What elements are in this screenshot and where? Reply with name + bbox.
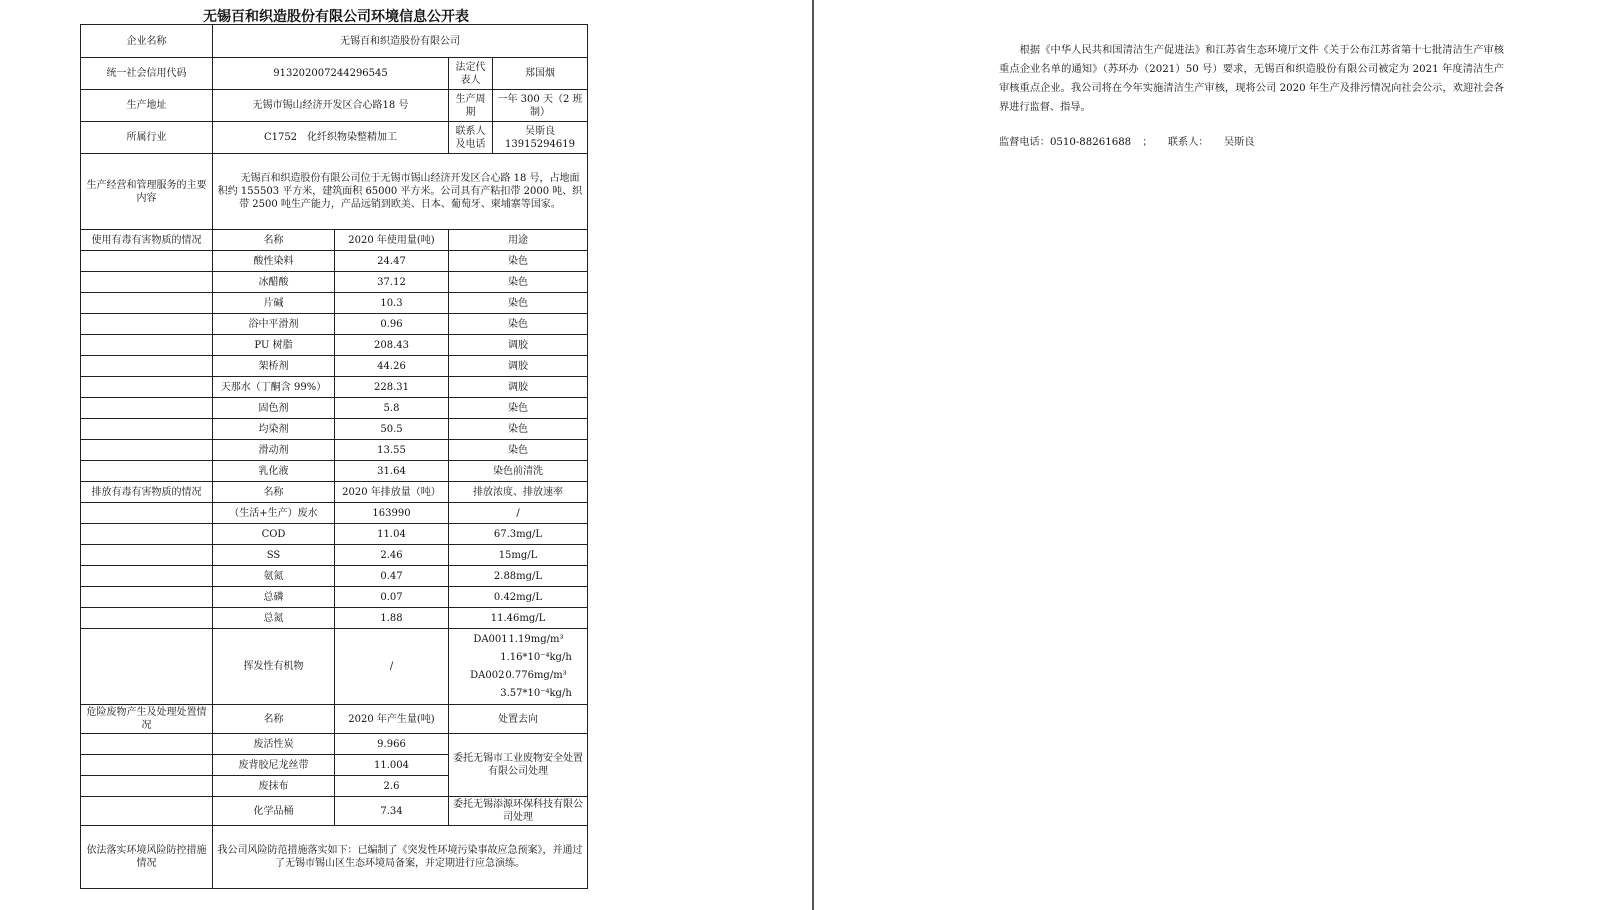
table-row bbox=[81, 272, 588, 293]
company-name-value: 无锡百和织造股份有限公司 bbox=[213, 25, 588, 58]
waste-name: 化学品桶 bbox=[213, 797, 335, 826]
phone-label: 监督电话： bbox=[999, 137, 1050, 148]
material-use: 染色前清洗 bbox=[449, 461, 588, 482]
business-text: 无锡百和织造股份有限公司位于无锡市锡山经济开发区合心路 18 号，占地面积约 155503 平方米，建筑面积 65000 平方米。公司具有产粘扣带 2000 吨、织带 2500 吨生产能力，产品远销到欧美、日本、葡萄牙、柬埔寨等国家。 bbox=[213, 154, 588, 230]
waste-name: 废抹布 bbox=[213, 776, 335, 797]
separator: ； bbox=[1142, 137, 1153, 148]
emission-name: SS bbox=[213, 545, 335, 566]
column-header: 名称 bbox=[213, 230, 335, 251]
material-name: 片碱 bbox=[213, 293, 335, 314]
phone-number: 0510-88261688 bbox=[1049, 137, 1132, 148]
risk-label: 依法落实环境风险防控措施情况 bbox=[81, 826, 213, 889]
business-label: 生产经营和管理服务的主要内容 bbox=[81, 154, 213, 230]
column-header: 2020 年排放量（吨） bbox=[335, 482, 449, 503]
emission-concentration: 67.3mg/L bbox=[449, 524, 588, 545]
table-row bbox=[81, 335, 588, 356]
voc-amount: / bbox=[335, 629, 449, 705]
material-amount: 24.47 bbox=[335, 251, 449, 272]
table-row bbox=[81, 826, 588, 889]
legal-rep-value: 郑国烟 bbox=[493, 58, 588, 90]
emission-name: COD bbox=[213, 524, 335, 545]
column-header: 名称 bbox=[213, 482, 335, 503]
hazardous-waste-section-label: 危险废物产生及处理处置情况 bbox=[81, 705, 213, 734]
waste-name: 废活性炭 bbox=[213, 734, 335, 755]
voc-rate: 1.16*10⁻⁴kg/h bbox=[500, 651, 572, 663]
company-name-label: 企业名称 bbox=[81, 25, 213, 58]
table-row bbox=[81, 545, 588, 566]
contact-name: 吴斯良 bbox=[1223, 137, 1255, 148]
material-amount: 228.31 bbox=[335, 377, 449, 398]
emission-name: 总氮 bbox=[213, 608, 335, 629]
material-use: 调胶 bbox=[449, 356, 588, 377]
table-row bbox=[81, 122, 588, 154]
material-name: 天那水（丁酮含 99%） bbox=[213, 377, 335, 398]
column-header: 用途 bbox=[449, 230, 588, 251]
emission-amount: 11.04 bbox=[335, 524, 449, 545]
emission-name: 总磷 bbox=[213, 587, 335, 608]
column-header: 处置去向 bbox=[449, 705, 588, 734]
material-use: 染色 bbox=[449, 398, 588, 419]
waste-name: 废背胶尼龙丝带 bbox=[213, 755, 335, 776]
material-use: 染色 bbox=[449, 293, 588, 314]
material-amount: 13.55 bbox=[335, 440, 449, 461]
emission-concentration: 11.46mg/L bbox=[449, 608, 588, 629]
voc-name: 挥发性有机物 bbox=[213, 629, 335, 705]
voc-concentration: 0.776mg/m³ bbox=[505, 669, 567, 681]
material-use: 染色 bbox=[449, 251, 588, 272]
table-row bbox=[81, 419, 588, 440]
material-amount: 0.96 bbox=[335, 314, 449, 335]
credit-code-label: 统一社会信用代码 bbox=[81, 58, 213, 90]
emission-amount: 0.47 bbox=[335, 566, 449, 587]
column-header: 2020 年使用量(吨) bbox=[335, 230, 449, 251]
material-amount: 10.3 bbox=[335, 293, 449, 314]
column-header: 名称 bbox=[213, 705, 335, 734]
material-use: 染色 bbox=[449, 419, 588, 440]
material-name: 固色剂 bbox=[213, 398, 335, 419]
supervision-contact-line bbox=[999, 133, 1254, 148]
material-amount: 37.12 bbox=[335, 272, 449, 293]
toxic-emission-section-label: 排放有毒有害物质的情况 bbox=[81, 482, 213, 503]
voc-rate: 3.57*10⁻⁴kg/h bbox=[500, 687, 572, 699]
toxic-use-section-label: 使用有毒有害物质的情况 bbox=[81, 230, 213, 251]
material-name: 乳化液 bbox=[213, 461, 335, 482]
table-row bbox=[81, 608, 588, 629]
industry-label: 所属行业 bbox=[81, 122, 213, 154]
material-use: 染色 bbox=[449, 314, 588, 335]
material-use: 调胶 bbox=[449, 335, 588, 356]
waste-amount: 7.34 bbox=[335, 797, 449, 826]
emission-name: 氨氮 bbox=[213, 566, 335, 587]
voc-outlet-id: DA001 bbox=[473, 633, 508, 645]
contact-label: 联系人： bbox=[1167, 137, 1209, 148]
table-row bbox=[81, 705, 588, 734]
table-row bbox=[81, 377, 588, 398]
table-row bbox=[81, 440, 588, 461]
material-amount: 44.26 bbox=[335, 356, 449, 377]
material-name: 架桥剂 bbox=[213, 356, 335, 377]
material-use: 染色 bbox=[449, 440, 588, 461]
environment-info-table bbox=[80, 24, 588, 889]
waste-disposal: 委托无锡添源环保科技有限公司处理 bbox=[449, 797, 588, 826]
table-row bbox=[81, 587, 588, 608]
table-row bbox=[81, 524, 588, 545]
material-amount: 31.64 bbox=[335, 461, 449, 482]
notice-paragraph: 根据《中华人民共和国清洁生产促进法》和江苏省生态环境厅文件《关于公布江苏省第十七批清洁生产审核重点企业名单的通知》（苏环办（2021）50 号）要求，无锡百和织造股份有限公司被定为 2021 年度清洁生产审核重点企业。我公司将在今年实施清洁生产审核，现将公司 2020 年生产及排污情况向社会公示，欢迎社会各界进行监督、指导。 bbox=[999, 45, 1504, 113]
contact-value: 吴斯良 13915294619 bbox=[493, 122, 588, 154]
material-name: 浴中平滑剂 bbox=[213, 314, 335, 335]
cycle-value: 一年 300 天（2 班制） bbox=[493, 90, 588, 122]
material-use: 调胶 bbox=[449, 377, 588, 398]
contact-label: 联系人及电话 bbox=[449, 122, 493, 154]
address-label: 生产地址 bbox=[81, 90, 213, 122]
emission-amount: 2.46 bbox=[335, 545, 449, 566]
material-use: 染色 bbox=[449, 272, 588, 293]
table-row bbox=[81, 566, 588, 587]
waste-amount: 11.004 bbox=[335, 755, 449, 776]
table-row bbox=[81, 734, 588, 755]
material-name: 均染剂 bbox=[213, 419, 335, 440]
emission-concentration: / bbox=[449, 503, 588, 524]
cycle-label: 生产周期 bbox=[449, 90, 493, 122]
address-value: 无锡市锡山经济开发区合心路18 号 bbox=[213, 90, 449, 122]
voc-concentration-cell bbox=[449, 629, 588, 705]
table-row bbox=[81, 58, 588, 90]
credit-code-value: 913202007244296545 bbox=[213, 58, 449, 90]
material-name: 酸性染料 bbox=[213, 251, 335, 272]
material-name: PU 树脂 bbox=[213, 335, 335, 356]
table-row bbox=[81, 251, 588, 272]
emission-amount: 0.07 bbox=[335, 587, 449, 608]
emission-amount: 1.88 bbox=[335, 608, 449, 629]
table-row bbox=[81, 154, 588, 230]
risk-text: 我公司风险防范措施落实如下：已编制了《突发性环境污染事故应急预案》，并通过了无锡市锡山区生态环境局备案，并定期进行应急演练。 bbox=[213, 826, 588, 889]
emission-concentration: 2.88mg/L bbox=[449, 566, 588, 587]
waste-amount: 9.966 bbox=[335, 734, 449, 755]
waste-disposal: 委托无锡市工业废物安全处置有限公司处理 bbox=[449, 734, 588, 797]
industry-value: C1752 化纤织物染整精加工 bbox=[213, 122, 449, 154]
emission-name: （生活+生产）废水 bbox=[213, 503, 335, 524]
table-row bbox=[81, 230, 588, 251]
table-row bbox=[81, 461, 588, 482]
table-row bbox=[81, 503, 588, 524]
legal-rep-label: 法定代表人 bbox=[449, 58, 493, 90]
material-name: 滑动剂 bbox=[213, 440, 335, 461]
emission-concentration: 0.42mg/L bbox=[449, 587, 588, 608]
table-row bbox=[81, 293, 588, 314]
emission-concentration: 15mg/L bbox=[449, 545, 588, 566]
column-header: 2020 年产生量(吨) bbox=[335, 705, 449, 734]
voc-outlet-id: DA002 bbox=[470, 669, 505, 681]
table-row bbox=[81, 25, 588, 58]
document-title: 无锡百和织造股份有限公司环境信息公开表 bbox=[203, 9, 469, 25]
table-row bbox=[81, 90, 588, 122]
column-header: 排放浓度、排放速率 bbox=[449, 482, 588, 503]
table-row bbox=[81, 356, 588, 377]
table-row bbox=[81, 314, 588, 335]
emission-amount: 163990 bbox=[335, 503, 449, 524]
material-amount: 50.5 bbox=[335, 419, 449, 440]
material-name: 冰醋酸 bbox=[213, 272, 335, 293]
table-row bbox=[81, 482, 588, 503]
voc-concentration: 1.19mg/m³ bbox=[508, 633, 564, 645]
material-amount: 208.43 bbox=[335, 335, 449, 356]
table-row bbox=[81, 398, 588, 419]
material-amount: 5.8 bbox=[335, 398, 449, 419]
table-row bbox=[81, 797, 588, 826]
waste-amount: 2.6 bbox=[335, 776, 449, 797]
table-row bbox=[81, 629, 588, 705]
